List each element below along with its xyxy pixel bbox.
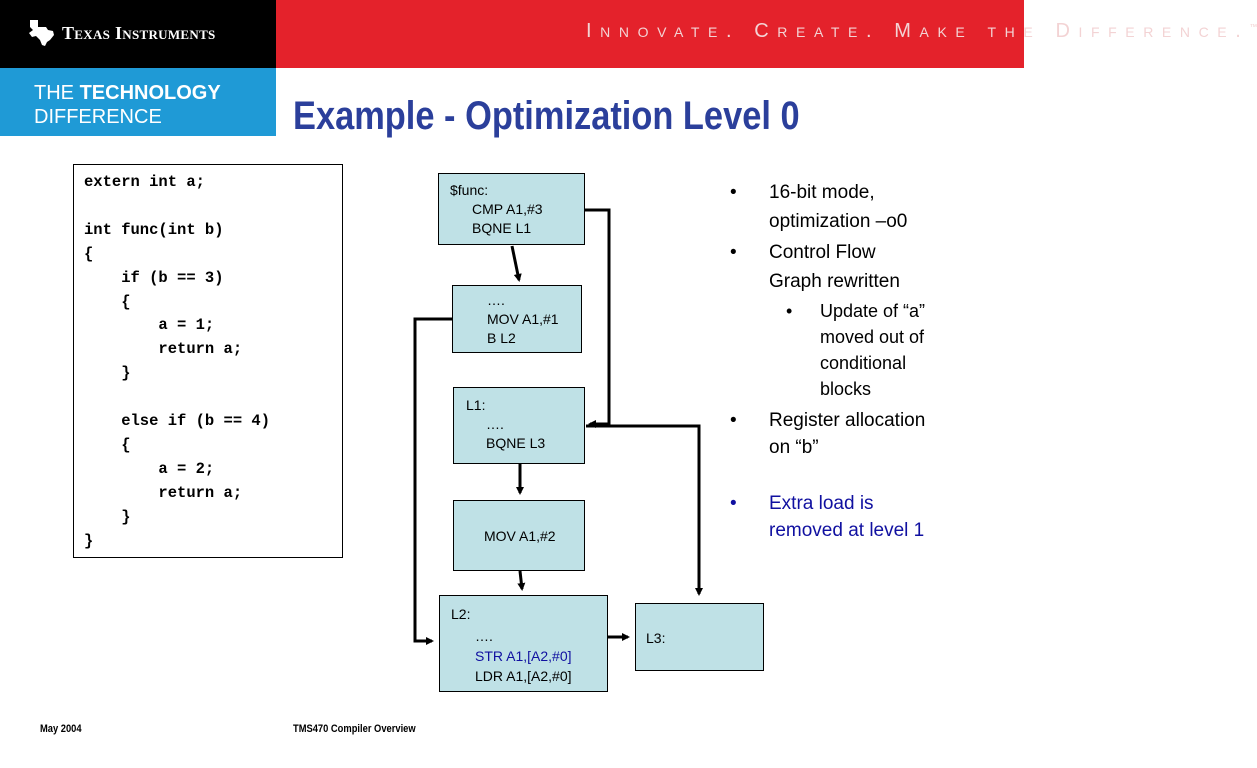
cfg-line: BQNE L1	[472, 220, 532, 236]
sub-bullet-text: Update of “a”	[820, 301, 926, 321]
bullet-text: Register allocation	[769, 410, 926, 431]
footer-date: May 2004	[40, 723, 82, 735]
bullet-text: Control Flow	[769, 242, 876, 263]
cfg-block-mov1	[452, 285, 582, 353]
arrow-block4-to-l2	[520, 571, 522, 589]
bullet-text: Graph rewritten	[769, 271, 900, 292]
ti-logo	[26, 18, 216, 48]
arrow-func-to-l1	[585, 210, 609, 424]
cfg-line-highlight: STR A1,[A2,#0]	[475, 648, 572, 664]
cfg-line: MOV A1,#2	[484, 528, 556, 544]
brand-name: Texas Instruments	[62, 22, 216, 43]
bullet-text: on “b”	[769, 437, 819, 458]
cfg-block-l3	[635, 603, 764, 671]
sub-bullet-dot: •	[786, 301, 793, 321]
cfg-block-func	[438, 173, 585, 245]
cfg-line: CMP A1,#3	[472, 201, 543, 217]
arrow-func-to-block2	[512, 246, 519, 280]
sub-bullet-text: moved out of	[820, 327, 925, 347]
bullet-text: optimization –o0	[769, 211, 908, 232]
cfg-line: BQNE L3	[486, 435, 546, 451]
bullet-dot: •	[730, 410, 737, 431]
bullet-dot: •	[730, 182, 737, 203]
sub-bullet-text: blocks	[820, 379, 872, 399]
header-slogan-bar	[276, 0, 1257, 68]
cfg-line: ….	[487, 292, 505, 308]
code-listing-box	[73, 164, 343, 558]
arrow-block2-to-l2	[415, 319, 452, 641]
tagline-bold: TECHNOLOGY	[79, 82, 221, 104]
slide-title: Example - Optimization Level 0	[293, 94, 800, 138]
cfg-line: $func:	[450, 182, 489, 198]
tagline-line1	[34, 82, 221, 105]
bullet-text: 16-bit mode,	[769, 182, 875, 203]
bullet-text-highlight: Extra load is	[769, 493, 874, 514]
tagline-line2: DIFFERENCE	[34, 106, 162, 128]
cfg-line: B L2	[487, 330, 516, 346]
tech-difference-box	[0, 68, 276, 136]
bullet-dot: •	[730, 242, 737, 263]
cfg-line: L3:	[646, 630, 666, 646]
tagline-prefix: THE	[34, 82, 74, 104]
slogan-text: Innovate. Create. Make the Difference.	[586, 20, 1250, 42]
cfg-line: ….	[475, 628, 493, 644]
arrow-l1-to-l3	[586, 426, 699, 594]
footer-title: TMS470 Compiler Overview	[293, 723, 416, 735]
cfg-line: L2:	[451, 606, 471, 622]
cfg-line: ….	[486, 416, 504, 432]
cfg-block-l1	[453, 387, 585, 464]
cfg-block-mov2	[453, 500, 585, 571]
cfg-line: MOV A1,#1	[487, 311, 559, 327]
slogan	[586, 20, 1257, 43]
header-logo-area	[0, 0, 276, 68]
texas-state-icon	[26, 18, 56, 48]
cfg-line: L1:	[466, 397, 486, 413]
sub-bullet-text: conditional	[820, 353, 907, 373]
bullet-text-highlight: removed at level 1	[769, 520, 925, 541]
bullet-dot: •	[730, 493, 737, 514]
code-listing: extern int a; int func(int b) { if (b == 3) { a = 1; return a; } else if (b == 4) { a = 2; return a; } }	[84, 173, 271, 550]
cfg-line: LDR A1,[A2,#0]	[475, 668, 572, 684]
cfg-block-l2	[439, 595, 608, 692]
trademark-symbol: ™	[1249, 22, 1257, 32]
